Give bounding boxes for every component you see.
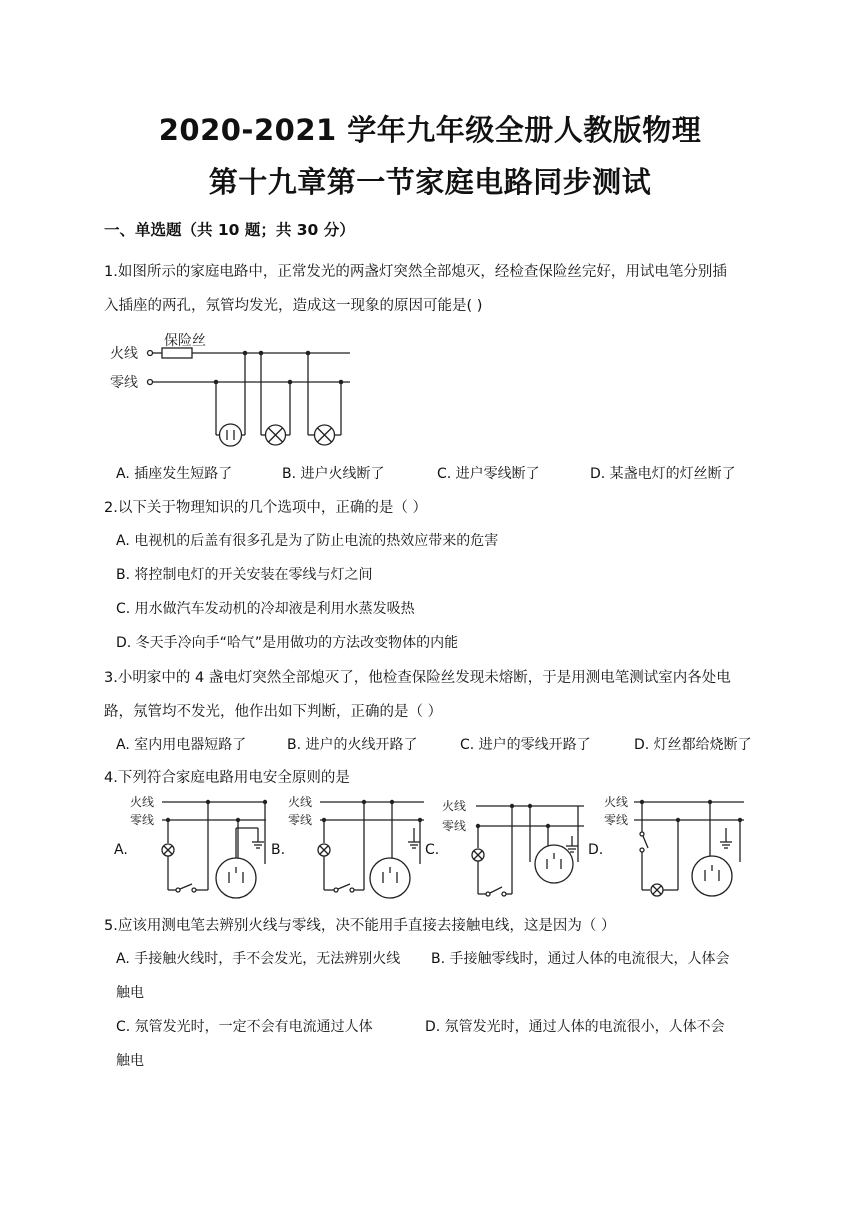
question-1-option-a[interactable]: A. 插座发生短路了 (116, 466, 233, 482)
question-1-option-c[interactable]: C. 进户零线断了 (437, 466, 540, 482)
question-2-stem: 2.以下关于物理知识的几个选项中，正确的是（ ） (104, 500, 427, 516)
question-2-option-d[interactable]: D. 冬天手冷向手“哈气”是用做功的方法改变物体的内能 (116, 635, 459, 651)
q4c-neutral-label: 零线 (442, 819, 467, 833)
section-heading: 一、单选题（共 10 题；共 30 分） (104, 221, 355, 239)
question-3-option-d[interactable]: D. 灯丝都给烧断了 (634, 737, 752, 753)
question-3-option-b[interactable]: B. 进户的火线开路了 (287, 737, 418, 753)
q4d-live-label: 火线 (604, 795, 629, 809)
question-2-option-c[interactable]: C. 用水做汽车发动机的冷却液是利用水蒸发吸热 (116, 601, 415, 617)
question-4-circuit-b[interactable] (286, 792, 426, 902)
question-2-option-b[interactable]: B. 将控制电灯的开关安装在零线与灯之间 (116, 567, 373, 583)
question-5-option-d-cont: 触电 (116, 1053, 144, 1069)
question-4-option-b-label[interactable]: B. (271, 842, 286, 858)
question-5-option-a[interactable]: A. 手接触火线时，手不会发光，无法辨别火线 (116, 951, 401, 967)
q4b-neutral-label: 零线 (288, 813, 313, 827)
question-1-stem-line-2: 入插座的两孔，氖管均发光，造成这一现象的原因可能是( ) (104, 298, 483, 314)
question-3-option-c[interactable]: C. 进户的零线开路了 (460, 737, 591, 753)
q4d-neutral-label: 零线 (604, 813, 629, 827)
question-5-option-b[interactable]: B. 手接触零线时，通过人体的电流很大，人体会 (431, 951, 730, 967)
question-3-option-a[interactable]: A. 室内用电器短路了 (116, 737, 247, 753)
question-4-circuit-d[interactable] (602, 792, 750, 904)
title-line-1: 2020-2021 学年九年级全册人教版物理 (158, 113, 702, 147)
question-3-stem-line-1: 3.小明家中的 4 盏电灯突然全部熄灭了，他检查保险丝发现未熔断，于是用测电笔测试室内各处电 (104, 670, 731, 686)
question-1-option-b[interactable]: B. 进户火线断了 (282, 466, 385, 482)
q1-neutral-label: 零线 (110, 375, 138, 391)
question-1-option-d[interactable]: D. 某盏电灯的灯丝断了 (590, 466, 736, 482)
question-4-circuit-c[interactable] (440, 796, 590, 906)
q4c-live-label: 火线 (442, 799, 467, 813)
question-4-option-c-label[interactable]: C. (425, 842, 440, 858)
q1-fuse-label: 保险丝 (164, 333, 206, 349)
question-5-option-b-cont: 触电 (116, 985, 144, 1001)
question-4-option-d-label[interactable]: D. (588, 842, 604, 858)
question-5-option-c[interactable]: C. 氖管发光时，一定不会有电流通过人体 (116, 1019, 373, 1035)
question-4-circuit-a[interactable] (128, 792, 268, 902)
title-line-2: 第十九章第一节家庭电路同步测试 (208, 165, 652, 199)
q4a-live-label: 火线 (130, 795, 155, 809)
question-2-option-a[interactable]: A. 电视机的后盖有很多孔是为了防止电流的热效应带来的危害 (116, 533, 499, 549)
question-4-option-a-label[interactable]: A. (114, 842, 128, 858)
question-5-option-d[interactable]: D. 氖管发光时，通过人体的电流很小，人体不会 (425, 1019, 725, 1035)
q4b-live-label: 火线 (288, 795, 313, 809)
question-5-stem: 5.应该用测电笔去辨别火线与零线，决不能用手直接去接触电线，这是因为（ ） (104, 918, 616, 934)
question-1-stem-line-1: 1.如图所示的家庭电路中，正常发光的两盏灯突然全部熄灭，经检查保险丝完好，用试电笔分别插 (104, 264, 727, 280)
question-4-stem: 4.下列符合家庭电路用电安全原则的是 (104, 770, 350, 786)
question-3-stem-line-2: 路，氖管均不发光，他作出如下判断，正确的是（ ） (104, 704, 443, 720)
q1-live-label: 火线 (110, 346, 138, 362)
question-1-circuit-figure (104, 325, 364, 455)
q4a-neutral-label: 零线 (130, 813, 155, 827)
